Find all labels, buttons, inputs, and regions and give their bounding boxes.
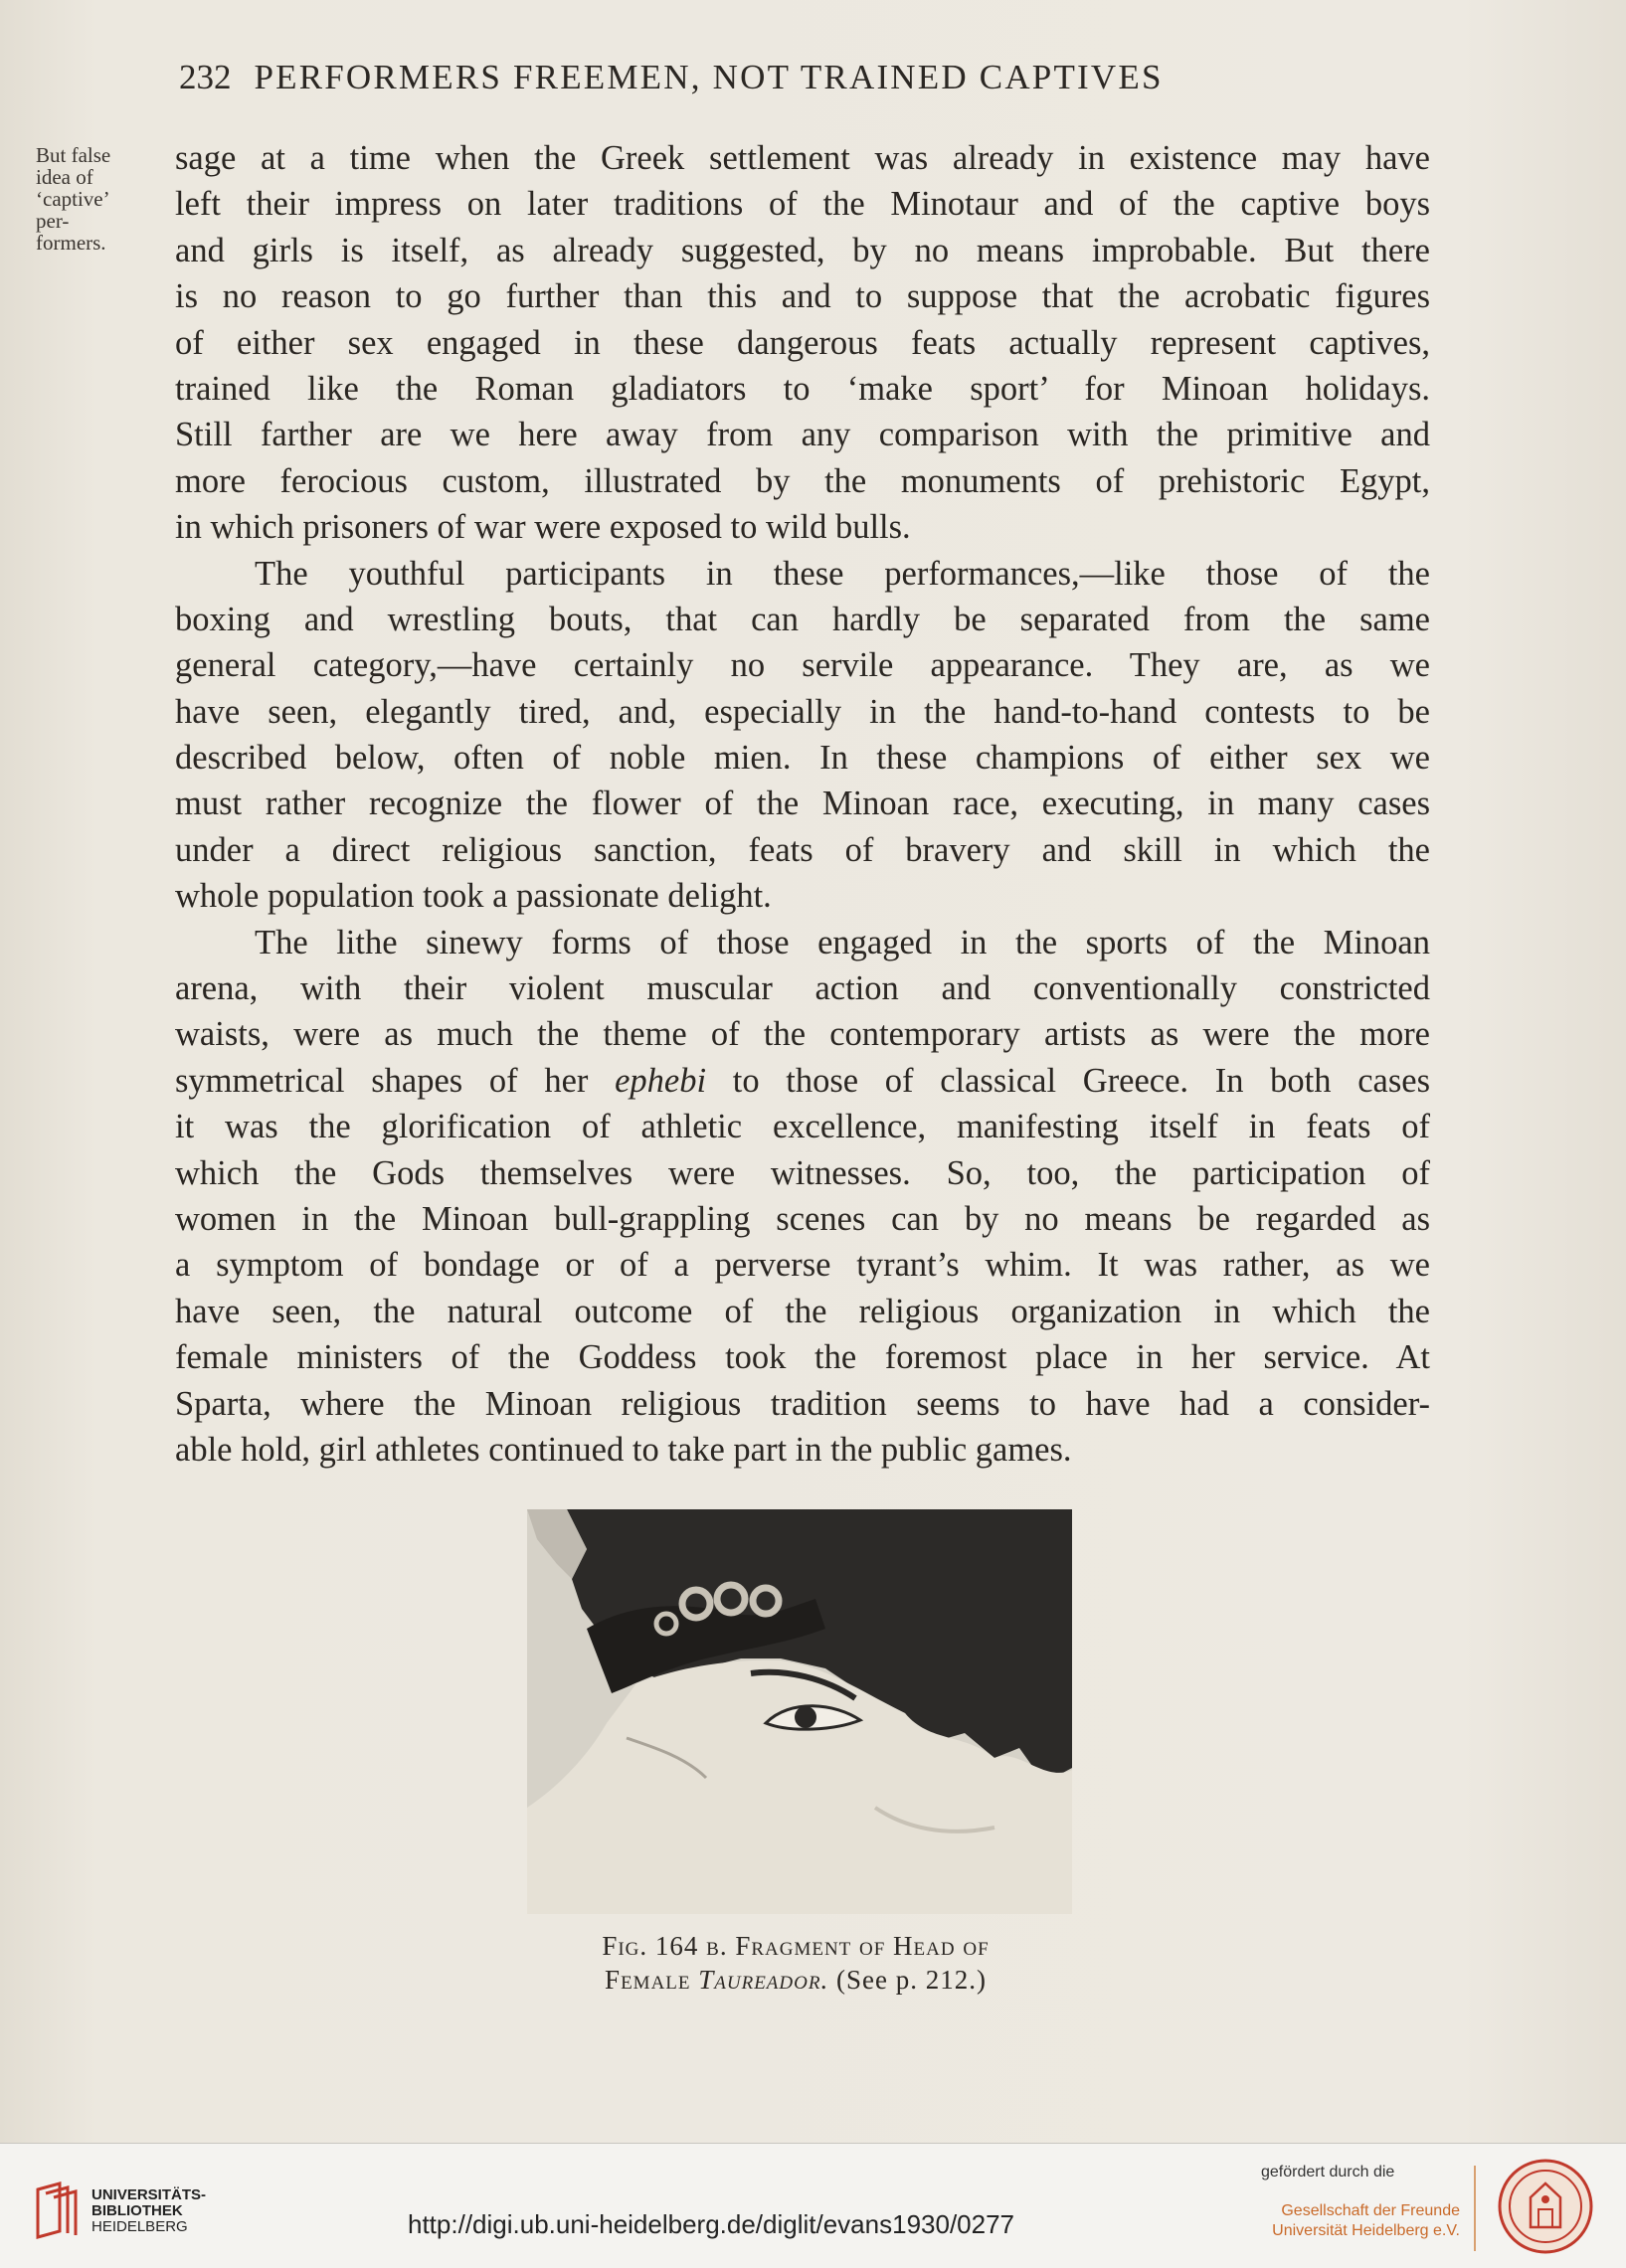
text-line: which the Gods themselves were witnesses. So, too, the participation of [175,1153,1430,1192]
margin-note-line: But false [36,143,111,167]
text-line: described below, often of noble mien. In these champions of either sex we [175,739,1430,778]
text-line: Still farther are we here away from any comparison with the primitive and [175,416,1430,454]
text-line: women in the Minoan bull-grappling scenes can by no means be regarded as [175,1199,1430,1238]
permalink-url[interactable]: http://digi.ub.uni-heidelberg.de/diglit/evans1930/0277 [408,2209,1015,2239]
running-header [179,58,1372,97]
text-line: have seen, the natural outcome of the religious organization in which the [175,1292,1430,1330]
paragraph-3 [175,920,1430,1474]
text-line: Sparta, where the Minoan religious tradition seems to have had a consider- [175,1384,1430,1423]
paragraph-1 [175,135,1430,551]
text-line: trained like the Roman gladiators to ‘make sport’ for Minoan holidays. [175,369,1430,408]
caption-line: Fig. 164 b. Fragment of Head of [602,1931,990,1961]
page-number: 232 [179,58,232,96]
university-seal-icon [1497,2158,1594,2255]
text-line: sage at a time when the Greek settlement was already in existence may have [175,139,1430,177]
fresco-image [527,1509,1072,1914]
text-line-with-italic [175,1058,1430,1104]
text-line: under a direct religious sanction, feats of bravery and skill in which the [175,830,1430,869]
caption-text: (See p. 212.) [828,1965,987,1995]
body-text [175,135,1430,1473]
sponsor-name-line: Gesellschaft der Freunde [1281,2202,1460,2219]
text-line: more ferocious custom, illustrated by the monuments of prehistoric Egypt, [175,461,1430,500]
text-line: in which prisoners of war were exposed to wild bulls. [175,508,911,547]
text-line: must rather recognize the flower of the Minoan race, executing, in many cases [175,785,1430,823]
margin-note-line: idea of [36,165,93,189]
margin-note-line: formers. [36,231,106,255]
library-name-line: UNIVERSITÄTS- [91,2186,207,2203]
italic-word: ephebi [615,1061,707,1100]
figure-fresco-fragment [527,1509,1072,1914]
text-line: a symptom of bondage or of a perverse tyrant’s whim. It was rather, as we [175,1246,1430,1285]
text-line: waists, were as much the theme of the contemporary artists as were the more [175,1015,1430,1054]
text-line: arena, with their violent muscular action and conventionally constricted [175,969,1430,1008]
running-title: PERFORMERS FREEMEN, NOT TRAINED CAPTIVES [254,58,1164,96]
text-line: it was the glorification of athletic excellence, manifesting itself in feats of [175,1108,1430,1146]
text-line: able hold, girl athletes continued to take part in the public games. [175,1430,1072,1469]
footer-divider [1474,2166,1476,2251]
digitization-footer [0,2143,1626,2268]
text-line: and girls is itself, as already suggested, by no means improbable. But there [175,231,1430,269]
sponsor-name-line: Universität Heidelberg e.V. [1272,2222,1460,2239]
text-line: The lithe sinewy forms of those engaged in the sports of the Minoan [255,923,1430,961]
text-line: general category,—have certainly no servile appearance. They are, as we [175,646,1430,685]
library-name-line: BIBLIOTHEK [91,2202,183,2219]
text-line: have seen, elegantly tired, and, especially in the hand-to-hand contests to be [175,692,1430,731]
text-span: to those of classical Greece. In both cases [706,1061,1430,1100]
caption-line [438,1963,1154,1997]
caption-italic: Taureador. [698,1965,829,1995]
library-name-line: HEIDELBERG [91,2218,188,2235]
margin-note-line: per- [36,209,70,233]
figure-caption [438,1929,1154,1997]
text-span: symmetrical shapes of her [175,1061,616,1100]
text-line: is no reason to go further than this and to suppose that the acrobatic figures [175,277,1430,316]
text-line: female ministers of the Goddess took the foremost place in her service. At [175,1338,1430,1377]
margin-note-line: ‘captive’ [36,187,110,211]
text-line: left their impress on later traditions of the Minotaur and of the captive boys [175,185,1430,224]
text-line: The youthful participants in these performances,—like those of the [255,554,1430,593]
library-name [91,2187,206,2235]
library-logo-icon [30,2181,82,2239]
text-line: of either sex engaged in these dangerous feats actually represent captives, [175,323,1430,362]
paragraph-2 [175,551,1430,920]
text-line: whole population took a passionate delight. [175,877,772,916]
text-line: boxing and wrestling bouts, that can hardly be separated from the same [175,600,1430,638]
margin-note [36,144,155,254]
sponsor-label: gefördert durch die [1261,2164,1395,2181]
caption-text: Female [605,1965,699,1995]
sponsor-name[interactable] [1261,2201,1460,2241]
